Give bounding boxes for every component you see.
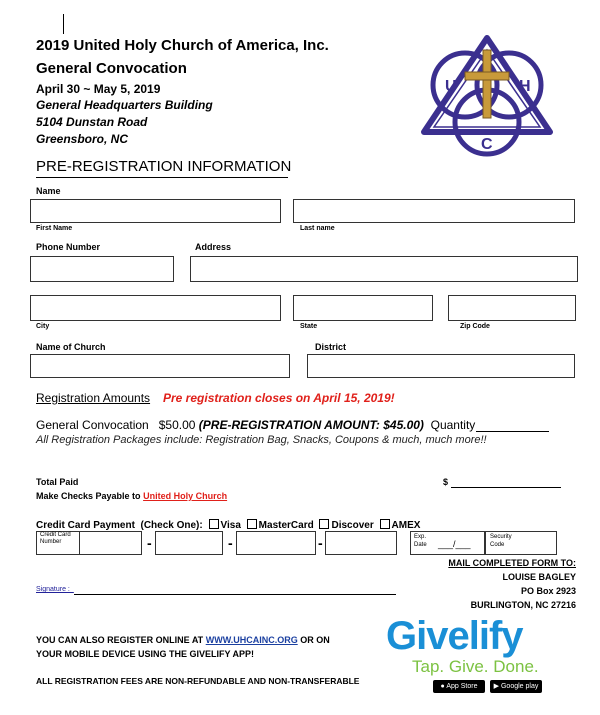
name-label: Name: [36, 186, 61, 196]
item-price: $50.00: [158, 418, 196, 432]
logo-letter-h: H: [519, 78, 531, 95]
total-dollar-sign: $: [443, 477, 449, 487]
checks-payable: [36, 491, 227, 501]
givelify-tagline: Tap. Give. Done.: [412, 657, 539, 676]
mail-heading: MAIL COMPLETED FORM TO:: [448, 558, 576, 568]
section-title: PRE-REGISTRATION INFORMATION: [36, 158, 292, 175]
registration-item: [36, 418, 475, 432]
amex-label: AMEX: [391, 520, 421, 531]
cc-dash-3: -: [318, 535, 323, 551]
mastercard-checkbox[interactable]: [247, 519, 257, 529]
logo-letter-c: C: [481, 136, 493, 153]
mastercard-label: MasterCard: [258, 520, 314, 531]
fees-notice: ALL REGISTRATION FEES ARE NON-REFUNDABLE AND NON-TRANSFERABLE: [36, 676, 360, 686]
exp-date-label: Exp. Date: [414, 534, 427, 548]
play-icon: ▶: [493, 683, 500, 690]
mail-box: PO Box 2923: [520, 586, 576, 596]
phone-label: Phone Number: [36, 242, 101, 252]
phone-field[interactable]: [30, 256, 174, 282]
website-link[interactable]: WWW.UHCAINC.ORG: [205, 635, 298, 645]
visa-checkbox[interactable]: [209, 519, 219, 529]
cc-label: Credit Card Payment: [36, 520, 135, 531]
quantity-field[interactable]: [476, 431, 549, 432]
address-label: Address: [195, 242, 232, 252]
last-name-label: Last name: [300, 225, 335, 232]
cc-number-group-1[interactable]: [79, 531, 142, 555]
security-code-label: Security Code: [490, 534, 512, 548]
zip-field[interactable]: [448, 295, 576, 321]
quantity-label: Quantity: [430, 418, 476, 432]
church-field[interactable]: [30, 354, 290, 378]
apple-icon: ●: [440, 683, 445, 690]
city-label: City: [36, 323, 50, 330]
cc-number-group-2[interactable]: [155, 531, 223, 555]
pre-registration-amount: (PRE-REGISTRATION AMOUNT: $45.00): [198, 418, 424, 432]
checks-payee: United Holy Church: [143, 491, 228, 501]
amex-checkbox[interactable]: [380, 519, 390, 529]
discover-checkbox[interactable]: [319, 519, 329, 529]
registration-includes: All Registration Packages include: Registration Bag, Snacks, Coupons & much, much more!!: [36, 434, 487, 446]
item-label: General Convocation: [36, 418, 149, 432]
cc-number-group-4[interactable]: [325, 531, 397, 555]
event-city: Greensboro, NC: [36, 132, 129, 146]
last-name-field[interactable]: [293, 199, 575, 223]
app-store-label: App Store: [446, 683, 478, 690]
address-field[interactable]: [190, 256, 578, 282]
district-label: District: [315, 342, 347, 352]
checks-label: Make Checks Payable to: [36, 491, 141, 501]
event-subtitle: General Convocation: [36, 60, 187, 77]
app-store-badge[interactable]: [433, 680, 485, 693]
givelify-logo: Givelify: [386, 614, 523, 658]
signature-label: Signature :_: [36, 586, 74, 593]
google-play-label: Google play: [500, 683, 539, 690]
cc-number-group-3[interactable]: [236, 531, 316, 555]
uhc-logo: [420, 30, 555, 160]
cc-dash-2: -: [228, 535, 233, 551]
event-title: 2019 United Holy Church of America, Inc.: [36, 37, 329, 54]
church-label: Name of Church: [36, 342, 106, 352]
discover-label: Discover: [331, 520, 374, 531]
credit-card-options: [36, 519, 420, 531]
section-title-underline: [36, 177, 288, 178]
google-play-badge[interactable]: [490, 680, 542, 693]
state-field[interactable]: [293, 295, 433, 321]
mail-name: LOUISE BAGLEY: [502, 572, 576, 582]
city-field[interactable]: [30, 295, 281, 321]
registration-heading: Registration Amounts: [36, 391, 151, 405]
online-text-1: YOU CAN ALSO REGISTER ONLINE AT: [36, 635, 204, 645]
first-name-field[interactable]: [30, 199, 281, 223]
cc-dash-1: -: [147, 535, 152, 551]
text-cursor: [63, 14, 64, 34]
event-dates: April 30 ~ May 5, 2019: [36, 82, 161, 96]
total-paid-field[interactable]: [451, 487, 561, 488]
district-field[interactable]: [307, 354, 575, 378]
registration-deadline: Pre registration closes on April 15, 2019!: [163, 391, 395, 405]
online-text-3: YOUR MOBILE DEVICE USING THE GIVELIFY APP!: [36, 649, 255, 659]
event-building: General Headquarters Building: [36, 98, 213, 112]
visa-label: Visa: [220, 520, 241, 531]
exp-date-value: ___/___: [438, 539, 471, 549]
total-paid-label: Total Paid: [36, 477, 79, 487]
online-text-2: OR ON: [300, 635, 330, 645]
mail-city: BURLINGTON, NC 27216: [470, 600, 576, 610]
cc-number-label: Credit Card Number: [40, 532, 71, 545]
signature-line[interactable]: [74, 594, 396, 595]
zip-label: Zip Code: [460, 323, 490, 330]
logo-letter-u: U: [445, 78, 457, 95]
first-name-label: First Name: [36, 225, 73, 232]
online-register-text: [36, 635, 330, 645]
cc-check: (Check One):: [140, 520, 203, 531]
state-label: State: [300, 323, 318, 330]
event-street: 5104 Dunstan Road: [36, 115, 148, 129]
